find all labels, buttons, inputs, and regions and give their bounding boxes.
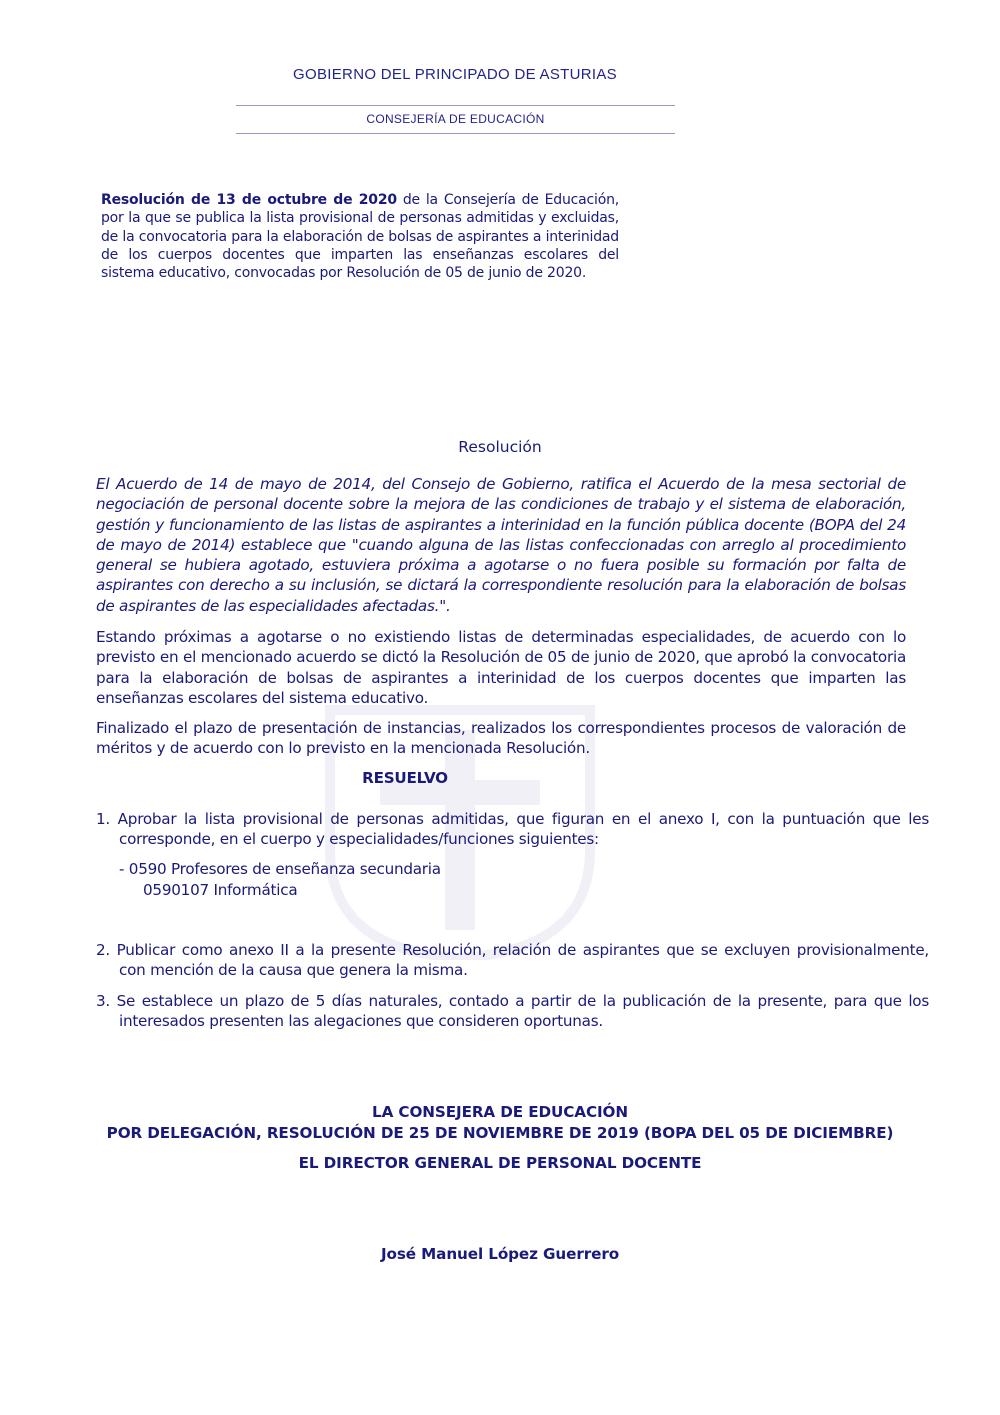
paragraph-background: Estando próximas a agotarse o no existiendo listas de determinadas especialidades, de acuerdo con lo previsto en el mencionado acuerdo se dictó la Resolución de 05 de junio de 2020, que aprobó la convocatoria para la elaboración de bolsas de aspirantes a interinidad de los cuerpos docentes que imparten las enseñanzas escolares del sistema educativo. bbox=[96, 628, 906, 707]
specialty-body: - 0590 Profesores de enseñanza secundaria bbox=[119, 860, 441, 878]
item-1: 1. Aprobar la lista provisional de personas admitidas, que figuran en el anexo I, con la puntuación que les corresponde, en el cuerpo y especialidades/funciones siguientes: bbox=[96, 810, 929, 849]
government-heading: GOBIERNO DEL PRINCIPADO DE ASTURIAS bbox=[293, 66, 617, 83]
paragraph-agreement: El Acuerdo de 14 de mayo de 2014, del Consejo de Gobierno, ratifica el Acuerdo de la mesa sectorial de negociación de personal docente sobre la mejora de las condiciones de trabajo y el sistema de elaboración, gestión y funcionamiento de las listas de aspirantes a interinidad en la función pública docente (BOPA del 24 de mayo de 2014) establece que "cuando alguna de las listas confeccionadas con arreglo al procedimiento general se hubiera agotado, estuviera próxima a agotarse o no fuera posible su formación por falta de aspirantes con derecho a su inclusión, se dictará la correspondiente resolución para la elaboración de bolsas de aspirantes de las especialidades afectadas.". bbox=[96, 475, 906, 615]
resuelvo-heading bbox=[96, 768, 906, 788]
signatory-name: José Manuel López Guerrero bbox=[380, 1245, 620, 1263]
summary-text: de la Consejería de Educación, por la que se publica la lista provisional de personas admitidas y excluidas, de la convocatoria para la elaboración de bolsas de aspirantes a interinidad de los cuerpos docentes que imparten las enseñanzas escolares del sistema educativo, convocadas por Resolución de 05 de junio de 2020. bbox=[101, 192, 619, 282]
header-divider-bottom bbox=[236, 133, 675, 134]
header-divider-top bbox=[236, 105, 675, 106]
department-heading: CONSEJERÍA DE EDUCACIÓN bbox=[366, 112, 545, 126]
item-2: 2. Publicar como anexo II a la presente Resolución, relación de aspirantes que se excluyen provisionalmente, con mención de la causa que genera la misma. bbox=[96, 941, 929, 980]
paragraph-procedure: Finalizado el plazo de presentación de instancias, realizados los correspondientes procesos de valoración de méritos y de acuerdo con lo previsto en la mencionada Resolución. bbox=[96, 719, 906, 758]
signature-line-1: LA CONSEJERA DE EDUCACIÓN bbox=[372, 1103, 628, 1121]
resuelvo-text: RESUELVO bbox=[362, 769, 448, 787]
specialty-code: 0590107 Informática bbox=[143, 881, 298, 899]
resolution-title: Resolución bbox=[458, 438, 542, 456]
signature-line-3: EL DIRECTOR GENERAL DE PERSONAL DOCENTE bbox=[298, 1154, 702, 1172]
resolution-summary bbox=[101, 191, 619, 282]
summary-bold-lead: Resolución de 13 de octubre de 2020 bbox=[101, 192, 397, 208]
item-3: 3. Se establece un plazo de 5 días naturales, contado a partir de la publicación de la presente, para que los interesados presenten las alegaciones que consideren oportunas. bbox=[96, 992, 929, 1031]
signature-line-2: POR DELEGACIÓN, RESOLUCIÓN DE 25 DE NOVIEMBRE DE 2019 (BOPA DEL 05 DE DICIEMBRE) bbox=[106, 1124, 894, 1142]
